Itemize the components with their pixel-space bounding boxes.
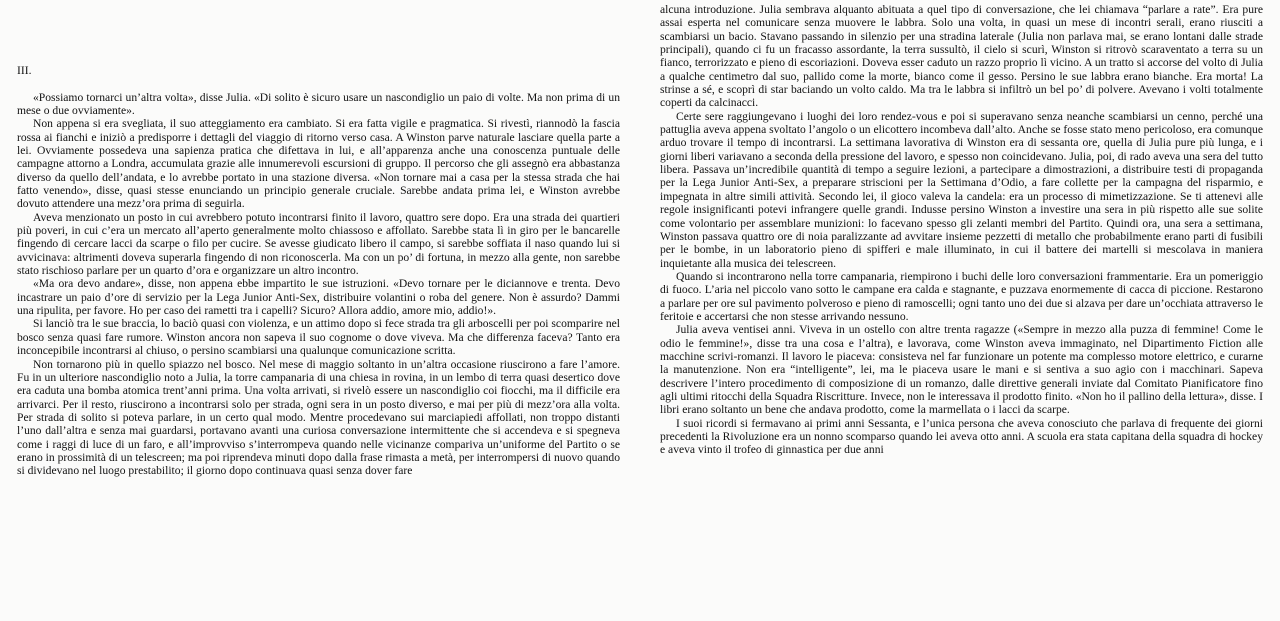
paragraph: Julia aveva ventisei anni. Viveva in un ostello con altre trenta ragazze («Sempre in mezzo alla puzza di femmine! Come le odio le femmine!», disse tra una cosa e l’altra), e lavorava, come Winston aveva immaginato, nel Dipartimento Fiction alle macchine scrivi-romanzi. Il lavoro le piaceva: consisteva nel far funzionare un potente ma complesso motore elettrico, e curarne la manutenzione. Non era “intelligente”, lei, ma le piaceva usare le mani e si sentiva a suo agio con i macchinari. Sapeva descrivere l’intero procedimento di composizione di un romanzo, dalle direttive generali inviate dal Comitato Pianificatore fino agli ultimi ritocchi della Squadra Riscritture. Invece, non le interessava il prodotto finito. «Non ho il pallino della lettura», disse. I libri erano soltanto un bene che andava prodotto, come la marmellata o i lacci da scarpe. [660,323,1263,417]
paragraph: Non appena si era svegliata, il suo atteggiamento era cambiato. Si era fatta vigile e pragmatica. Si rivestì, riannodò la fascia rossa ai fianchi e iniziò a predisporre i dettagli del viaggio di ritorno verso casa. A Winston parve naturale lasciare quella parte a lei. Ovviamente possedeva una sapienza pratica che difettava in lui, e all’apparenza anche una conoscenza puntuale delle campagne attorno a Londra, accumulata grazie alle innumerevoli escursioni di gruppo. Il percorso che gli assegnò era abbastanza diverso da quello dell’andata, e lo avrebbe portato in una stazione diversa. «Non tornare mai a casa per la stessa strada che hai fatto venendo», disse, quasi stesse enunciando un principio generale cruciale. Sarebbe andata prima lei, e Winston avrebbe dovuto attendere una mezz’ora prima di seguirla. [17,117,620,211]
paragraph: Aveva menzionato un posto in cui avrebbero potuto incontrarsi finito il lavoro, quattro sere dopo. Era una strada dei quartieri più poveri, in cui c’era un mercato all’aperto generalmente molto chiassoso e affollato. Sarebbe stata lì in giro per le bancarelle fingendo di cercare lacci da scarpe o filo per cucire. Se avesse giudicato libero il campo, si sarebbe soffiata il naso quando lui si avvicinava: altrimenti doveva superarla fingendo di non riconoscerla. Ma con un po’ di fortuna, in mezzo alla gente, non sarebbe stato rischioso parlare per un quarto d’ora e organizzare un altro incontro. [17,210,620,278]
paragraph: «Possiamo tornarci un’altra volta», disse Julia. «Di solito è sicuro usare un nascondiglio un paio di volte. Ma non prima di un mese o due ovviamente». [17,90,620,117]
paragraph: «Ma ora devo andare», disse, non appena ebbe impartito le sue istruzioni. «Devo tornare per le diciannove e trenta. Devo incastrare un paio d’ore di servizio per la Lega Junior Anti-Sex, distribuire volantini o roba del genere. Non è assurdo? Dammi una ripulita, per favore. Ho per caso dei rametti tra i capelli? Sicuro? Allora addio, amore mio, addio!». [17,277,620,318]
left-text-column [0,0,620,610]
paragraph: Quando si incontrarono nella torre campanaria, riempirono i buchi delle loro conversazioni frammentarie. Era un pomeriggio di fuoco. L’aria nel piccolo vano sotto le campane era calda e stagnante, e puzzava enormemente di cacca di piccione. Restarono a parlare per ore sul pavimento polveroso e pieno di ramoscelli; ogni tanto uno dei due si alzava per dare un’occhiata attraverso le feritoie e accertarsi che non stesse arrivando nessuno. [660,269,1263,323]
paragraph: Certe sere raggiungevano i luoghi dei loro rendez-vous e poi si superavano senza neanche scambiarsi un cenno, perché una pattuglia aveva appena svoltato l’angolo o un elicottero incombeva dall’alto. Anche se fosse stato meno pericoloso, era comunque arduo trovare il tempo di incontrarsi. La settimana lavorativa di Winston era di sessanta ore, quella di Julia pure più lunga, e i giorni liberi variavano a seconda della pressione del lavoro, e spesso non coincidevano. Julia, poi, di rado aveva una sera del tutto libera. Passava un’incredibile quantità di tempo a seguire lezioni, a partecipare a dimostrazioni, a distribuire testi di propaganda per la Lega Junior Anti-Sex, a preparare striscioni per la Settimana d’Odio, a fare collette per la campagna del risparmio, e impegnata in altre simili attività. Secondo lei, il gioco valeva la candela: era un processo di mimetizzazione. Se ti attenevi alle regole insignificanti potevi infrangere quelle grandi. Indusse persino Winston a investire una sera in più rispetto alle sue solite come volontario per assemblare munizioni: lo facevano spesso gli zelanti membri del Partito. Quindi ora, una sera a settimana, Winston passava quattro ore di noia paralizzante ad avvitare insieme pezzetti di metallo che probabilmente erano parti di fusibili per le bombe, in un laboratorio pieno di spifferi e male illuminato, in cui il battere dei martelli si mescolava in maniera inquietante alla musica dei telescreen. [660,109,1264,270]
paragraph: I suoi ricordi si fermavano ai primi anni Sessanta, e l’unica persona che aveva conosciuto che parlava di frequente dei giorni precedenti la Rivoluzione era un nonno scomparso quando lei aveva otto anni. A scuola era stata capitana della squadra di hockey e aveva vinto il trofeo di ginnastica per due anni [660,416,1263,457]
right-text-column [620,0,1280,618]
paragraph-continuation: alcuna introduzione. Julia sembrava alquanto abituata a quel tipo di conversazione, che lei chiamava “parlare a rate”. Era pure assai esperta nel comunicare senza muovere le labbra. Solo una volta, in quasi un mese di incontri serali, erano riusciti a scambiarsi un bacio. Stavano passando in silenzio per una stradina laterale (Julia non parlava mai, se erano lontani dalle strade principali), quando ci fu un fracasso assordante, la terra sussultò, il cielo si scurì, Winston si ritrovò scaraventato a terra su un fianco, terrorizzato e pieno di escoriazioni. Doveva esser caduto un razzo proprio lì vicino. A un tratto si accorse del volto di Julia a qualche centimetro dal suo, pallido come la morte, bianco come il gesso. Persino le sue labbra erano bianche. Era morta! La strinse a sé, e scoprì di star baciando un volto caldo. Ma tra le labbra si infiltrò un bel po’ di polvere. Avevano i volti totalmente coperti da calcinacci. [660,3,1263,110]
paragraph: Non tornarono più in quello spiazzo nel bosco. Nel mese di maggio soltanto in un’altra occasione riuscirono a fare l’amore. Fu in un ulteriore nascondiglio noto a Julia, la torre campanaria di una chiesa in rovina, in un lembo di terra quasi desertico dove era caduta una bomba atomica trent’anni prima. Una volta arrivati, si rivelò essere un nascondiglio coi fiocchi, ma il difficile era arrivarci. Per il resto, riuscirono a incontrarsi solo per strada, ogni sera in un posto diverso, e mai per più di mezz’ora alla volta. Per strada di solito si poteva parlare, in un certo qual modo. Mentre procedevano sui marciapiedi affollati, non troppo distanti l’uno dall’altra e senza mai guardarsi, portavano avanti una curiosa conversazione intermittente che si accendeva e si spegneva come i raggi di luce di un faro, e all’improvviso s’interrompeva quando nelle vicinanze compariva un’uniforme del Partito o se erano in prossimità di un telescreen; ma poi riprendeva minuti dopo dalla frase rimasta a metà, per interrompersi di nuovo quando si dividevano nel luogo prestabilito; il giorno dopo continuava quasi senza dover fare [17,357,620,478]
chapter-number: III. [17,64,32,77]
paragraph: Si lanciò tra le sue braccia, lo baciò quasi con violenza, e un attimo dopo si fece strada tra gli arboscelli per poi scomparire nel bosco senza quasi fare rumore. Winston ancora non sapeva il suo cognome o dove viveva. Ma che differenza faceva? Tanto era inconcepibile incontrarsi al chiuso, o persino scambiarsi una qualunque comunicazione scritta. [17,317,620,358]
